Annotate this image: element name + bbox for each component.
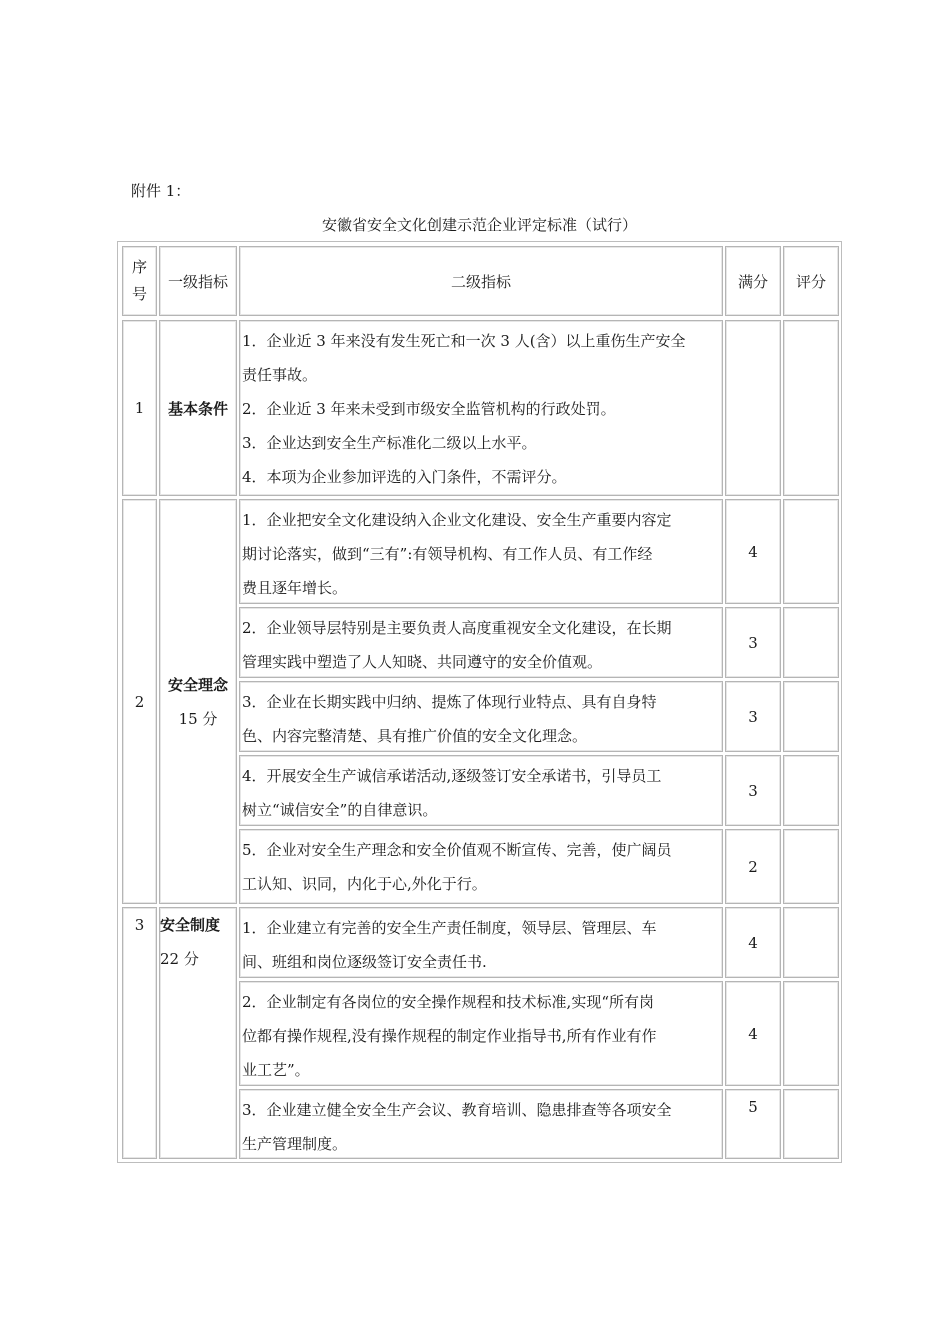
section-1-rating-cell <box>783 320 839 496</box>
section-3-item-1 <box>239 907 723 978</box>
section-1-item-1-line-4: 3．企业达到安全生产标准化二级以上水平。 <box>242 434 537 452</box>
section-2-item-2 <box>239 607 723 678</box>
section-3-item-3-rating <box>783 1089 839 1159</box>
section-1-name: 基本条件 <box>159 320 237 496</box>
section-2-item-2-line-2: 管理实践中塑造了人人知晓、共同遵守的安全价值观。 <box>242 653 603 671</box>
document-title: 安徽省安全文化创建示范企业评定标准（试行） <box>321 216 637 234</box>
section-3-item-1-line-2: 间、班组和岗位逐级签订安全责任书. <box>242 953 487 971</box>
section-1-item-1-line-1: 1．企业近 3 年来没有发生死亡和一次 3 人(含）以上重伤生产安全 <box>242 332 686 350</box>
section-2-item-5-rating <box>783 829 839 904</box>
section-3-seq: 3 <box>122 907 157 1159</box>
section-2-level1 <box>159 499 237 904</box>
section-3-item-2 <box>239 981 723 1086</box>
section-2-seq: 2 <box>122 499 157 904</box>
section-3-item-3-line-1: 3．企业建立健全安全生产会议、教育培训、隐患排查等各项安全 <box>242 1101 672 1119</box>
section-2-points: 15 分 <box>178 709 218 728</box>
section-2-item-5-line-1: 5．企业对安全生产理念和安全价值观不断宣传、完善，使广阔员 <box>242 841 672 859</box>
section-2-item-5-line-2: 工认知、识同，内化于心,外化于行。 <box>242 875 487 893</box>
section-1-item-1-line-5: 4．本项为企业参加评选的入门条件，不需评分。 <box>242 468 567 486</box>
section-3-item-2-line-1: 2．企业制定有各岗位的安全操作规程和技术标准,实现“所有岗 <box>242 993 654 1011</box>
section-2-item-1 <box>239 499 723 604</box>
section-2-item-3-score: 3 <box>725 681 781 752</box>
section-3-item-1-line-1: 1．企业建立有完善的安全生产责任制度，领导层、管理层、车 <box>242 919 657 937</box>
section-2-item-5 <box>239 829 723 904</box>
section-3-item-2-line-3: 业工艺”。 <box>242 1061 310 1079</box>
section-3-name: 安全制度 <box>160 916 221 934</box>
section-3-item-1-score: 4 <box>725 907 781 978</box>
header-full-score: 满分 <box>725 246 781 316</box>
attachment-label: 附件 1： <box>131 182 191 200</box>
section-3-points: 22 分 <box>160 950 199 968</box>
header-level1: 一级指标 <box>159 246 237 316</box>
section-2-item-3-rating <box>783 681 839 752</box>
section-3-item-2-line-2: 位都有操作规程,没有操作规程的制定作业指导书,所有作业有作 <box>242 1027 657 1045</box>
criteria-table <box>117 241 842 1163</box>
section-3-item-3-score: 5 <box>725 1089 781 1159</box>
section-1-item-1 <box>239 320 723 496</box>
section-2-item-4-line-2: 树立“诚信安全”的自律意识。 <box>242 801 438 819</box>
section-2-item-2-score: 3 <box>725 607 781 678</box>
section-2-item-2-line-1: 2．企业领导层特别是主要负责人高度重视安全文化建设，在长期 <box>242 619 672 637</box>
section-2-item-4-rating <box>783 755 839 826</box>
section-1-item-1-line-3: 2．企业近 3 年来未受到市级安全监管机构的行政处罚。 <box>242 400 616 418</box>
section-1-score-cell <box>725 320 781 496</box>
section-2-item-5-score: 2 <box>725 829 781 904</box>
section-2-item-1-line-2: 期讨论落实，做到“三有”:有领导机构、有工作人员、有工作经 <box>242 545 653 563</box>
section-2-item-1-line-3: 费且逐年增长。 <box>242 579 348 597</box>
section-2-item-3 <box>239 681 723 752</box>
header-rating: 评分 <box>783 246 839 316</box>
section-1-item-1-line-2: 责任事故。 <box>242 366 318 384</box>
section-3-item-2-score: 4 <box>725 981 781 1086</box>
section-2-item-3-line-2: 色、内容完整清楚、具有推广价值的安全文化理念。 <box>242 727 588 745</box>
header-seq-line1: 序 <box>131 258 147 276</box>
section-1-seq: 1 <box>122 320 157 496</box>
section-2-item-4-score: 3 <box>725 755 781 826</box>
section-2-item-4 <box>239 755 723 826</box>
header-seq <box>122 246 157 316</box>
section-3-level1 <box>159 907 237 1159</box>
section-2-item-1-line-1: 1．企业把安全文化建设纳入企业文化建设、安全生产重要内容定 <box>242 511 672 529</box>
section-2-item-1-rating <box>783 499 839 604</box>
section-2-item-2-rating <box>783 607 839 678</box>
section-3-item-3 <box>239 1089 723 1159</box>
section-2-item-1-score: 4 <box>725 499 781 604</box>
section-2-item-4-line-1: 4．开展安全生产诚信承诺活动,逐级签订安全承诺书，引导员工 <box>242 767 662 785</box>
header-seq-line2: 号 <box>131 285 147 303</box>
section-3-item-3-line-2: 生产管理制度。 <box>242 1135 348 1153</box>
section-3-item-1-rating <box>783 907 839 978</box>
header-level2: 二级指标 <box>239 246 723 316</box>
section-3-item-2-rating <box>783 981 839 1086</box>
section-2-item-3-line-1: 3．企业在长期实践中归纳、提炼了体现行业特点、具有自身特 <box>242 693 657 711</box>
section-2-name: 安全理念 <box>167 675 228 694</box>
